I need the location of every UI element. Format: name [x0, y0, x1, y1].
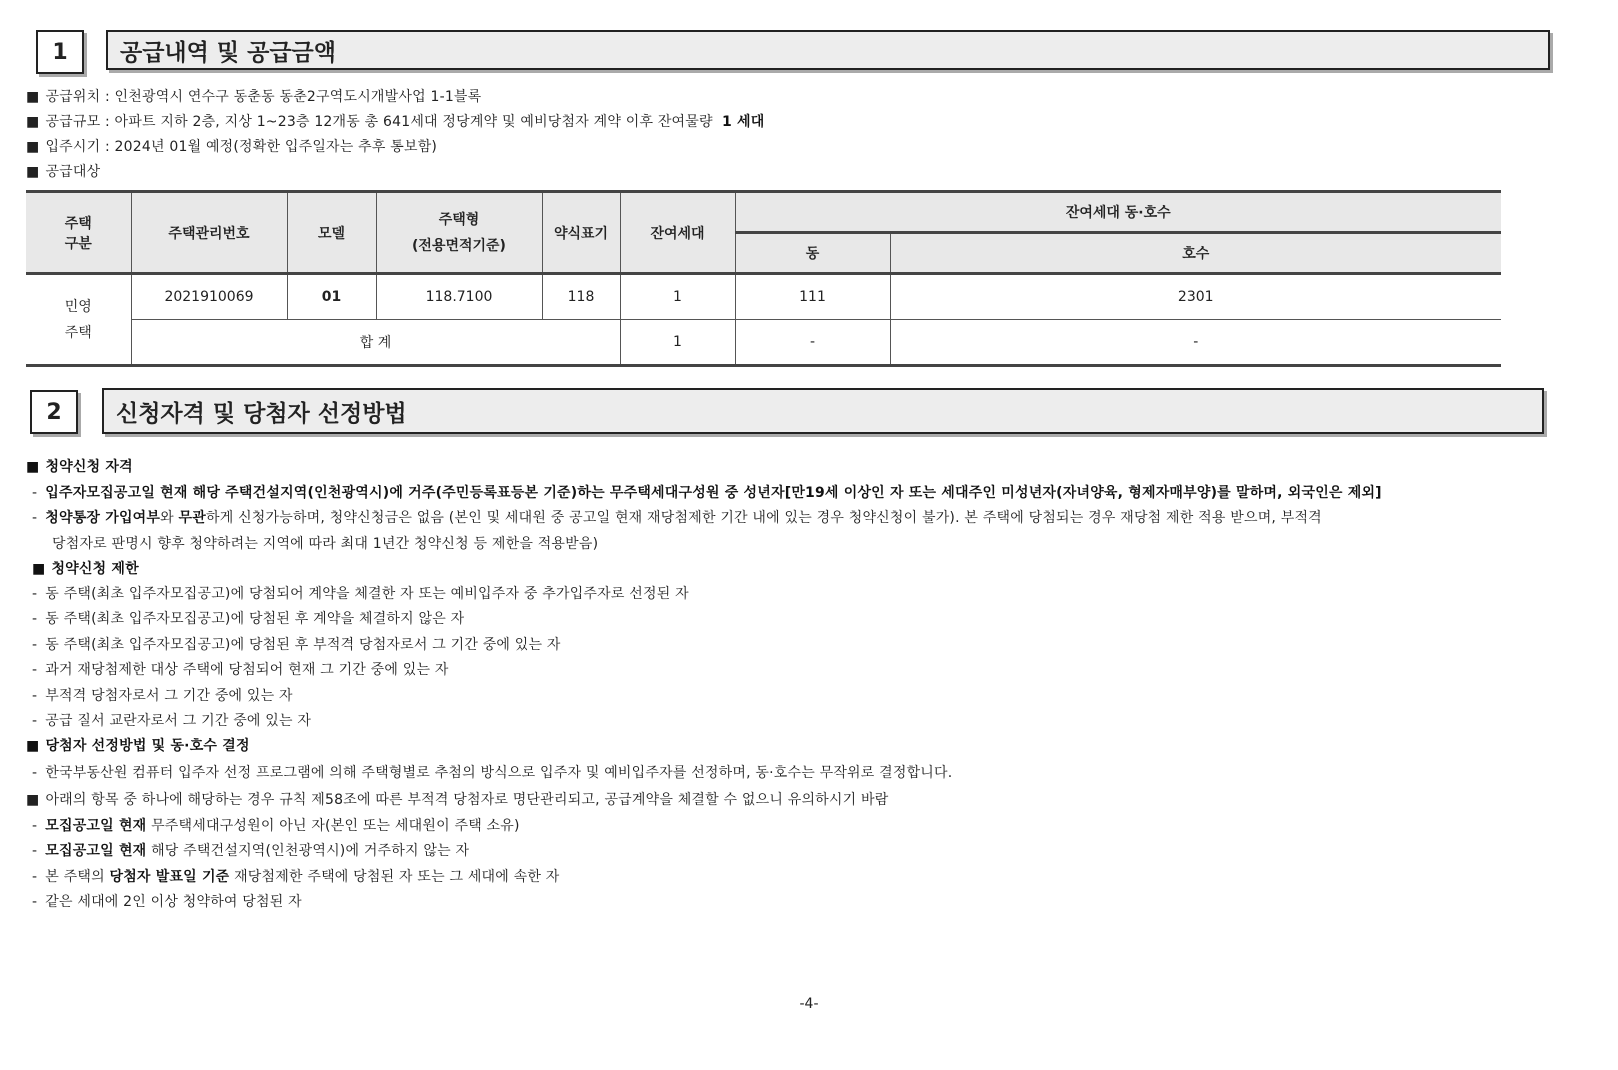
bullet-square-icon: ■	[26, 792, 40, 808]
heading-restriction: ■ 청약신청 제한	[32, 561, 139, 577]
ineligibility-item: - 본 주택의 당첨자 발표일 기준 재당첨제한 주택에 당첨된 자 또는 그 세대에 속한 자	[32, 869, 560, 885]
total-remain: 1	[620, 320, 735, 366]
heading-qualification: ■ 청약신청 자격	[26, 459, 133, 475]
ineligibility-warning: ■ 아래의 항목 중 하나에 해당하는 경우 규칙 제58조에 따른 부적격 당첨자로 명단관리되고, 공급계약을 체결할 수 없으니 유의하시기 바람	[26, 792, 889, 808]
supply-table	[26, 190, 1501, 367]
cell-dong: 111	[735, 274, 890, 320]
total-dong: -	[735, 320, 890, 366]
restriction-item: - 과거 재당첨제한 대상 주택에 당첨되어 현재 그 기간 중에 있는 자	[32, 662, 449, 678]
header-short: 약식표기	[542, 192, 620, 274]
restriction-item: - 동 주택(최초 입주자모집공고)에 당첨되어 계약을 체결한 자 또는 예비입주자 중 추가입주자로 선정된 자	[32, 586, 689, 602]
supply-scale: ■ 공급규모 : 아파트 지하 2층, 지상 1~23층 12개동 총 641세대 정당계약 및 예비당첨자 계약 이후 잔여물량 1 세대	[26, 114, 765, 130]
bullet-square-icon: ■	[26, 164, 40, 180]
header-type: 주택 구분	[26, 192, 131, 274]
header-remain: 잔여세대	[620, 192, 735, 274]
restriction-item: - 동 주택(최초 입주자모집공고)에 당첨된 후 계약을 체결하지 않은 자	[32, 611, 465, 627]
bullet-square-icon: ■	[26, 139, 40, 155]
header-model: 모델	[287, 192, 376, 274]
restriction-item: - 공급 질서 교란자로서 그 기간 중에 있는 자	[32, 713, 312, 729]
header-size: 주택형 (전용면적기준)	[376, 192, 542, 274]
cell-size: 118.7100	[376, 274, 542, 320]
header-ho: 호수	[890, 233, 1501, 274]
total-label: 합 계	[131, 320, 620, 366]
section-number: 2	[30, 390, 78, 434]
header-dong: 동	[735, 233, 890, 274]
restriction-item: - 동 주택(최초 입주자모집공고)에 당첨된 후 부적격 당첨자로서 그 기간 중에 있는 자	[32, 637, 561, 653]
cell-short: 118	[542, 274, 620, 320]
cell-ho: 2301	[890, 274, 1501, 320]
ineligibility-item: - 같은 세대에 2인 이상 청약하여 당첨된 자	[32, 894, 302, 910]
header-remain-units: 잔여세대 동·호수	[735, 192, 1501, 233]
section-number: 1	[36, 30, 84, 74]
bullet-square-icon: ■	[26, 738, 40, 754]
move-in-date: ■ 입주시기 : 2024년 01월 예정(정확한 입주일자는 추후 통보함)	[26, 139, 438, 155]
bullet-square-icon: ■	[26, 459, 40, 475]
qualification-item-cont: 당첨자로 판명시 향후 청약하려는 지역에 따라 최대 1년간 청약신청 등 제한을 적용받음)	[52, 536, 599, 552]
supply-target: ■ 공급대상	[26, 164, 101, 180]
table-total-row	[26, 320, 1501, 366]
page-number: -4-	[799, 996, 819, 1012]
cell-remain: 1	[620, 274, 735, 320]
cell-type: 민영 주택	[26, 274, 131, 366]
selection-item: - 한국부동산원 컴퓨터 입주자 선정 프로그램에 의해 주택형별로 추첨의 방식으로 입주자 및 예비입주자를 선정하며, 동·호수는 무작위로 결정합니다.	[32, 765, 953, 781]
cell-model: 01	[287, 274, 376, 320]
section-title: 신청자격 및 당첨자 선정방법	[102, 388, 1544, 434]
restriction-item: - 부적격 당첨자로서 그 기간 중에 있는 자	[32, 688, 293, 704]
section-title: 공급내역 및 공급금액	[106, 30, 1550, 70]
qualification-item: - 청약통장 가입여부와 무관하게 신청가능하며, 청약신청금은 없음 (본인 및 세대원 중 공고일 현재 재당첨제한 기간 내에 있는 경우 청약신청이 불가). 본 주택에 당첨되는 경우 재당첨 제한 적용 받으며, 부적격	[32, 510, 1322, 526]
bullet-square-icon: ■	[32, 561, 46, 577]
bullet-square-icon: ■	[26, 89, 40, 105]
ineligibility-item: - 모집공고일 현재 해당 주택건설지역(인천광역시)에 거주하지 않는 자	[32, 843, 470, 859]
table-row	[26, 274, 1501, 320]
ineligibility-item: - 모집공고일 현재 무주택세대구성원이 아닌 자(본인 또는 세대원이 주택 소유)	[32, 818, 520, 834]
total-ho: -	[890, 320, 1501, 366]
qualification-item: - 입주자모집공고일 현재 해당 주택건설지역(인천광역시)에 거주(주민등록표등본 기준)하는 무주택세대구성원 중 성년자[만19세 이상인 자 또는 세대주인 미성년자(자녀양육, 형제자매부양)를 말하며, 외국인은 제외]	[32, 485, 1382, 501]
cell-mgmt-no: 2021910069	[131, 274, 287, 320]
heading-selection: ■ 당첨자 선정방법 및 동·호수 결정	[26, 738, 250, 754]
supply-location: ■ 공급위치 : 인천광역시 연수구 동춘동 동춘2구역도시개발사업 1-1블록	[26, 89, 482, 105]
bullet-square-icon: ■	[26, 114, 40, 130]
header-mgmt-no: 주택관리번호	[131, 192, 287, 274]
remaining-count: 1 세대	[722, 114, 765, 130]
